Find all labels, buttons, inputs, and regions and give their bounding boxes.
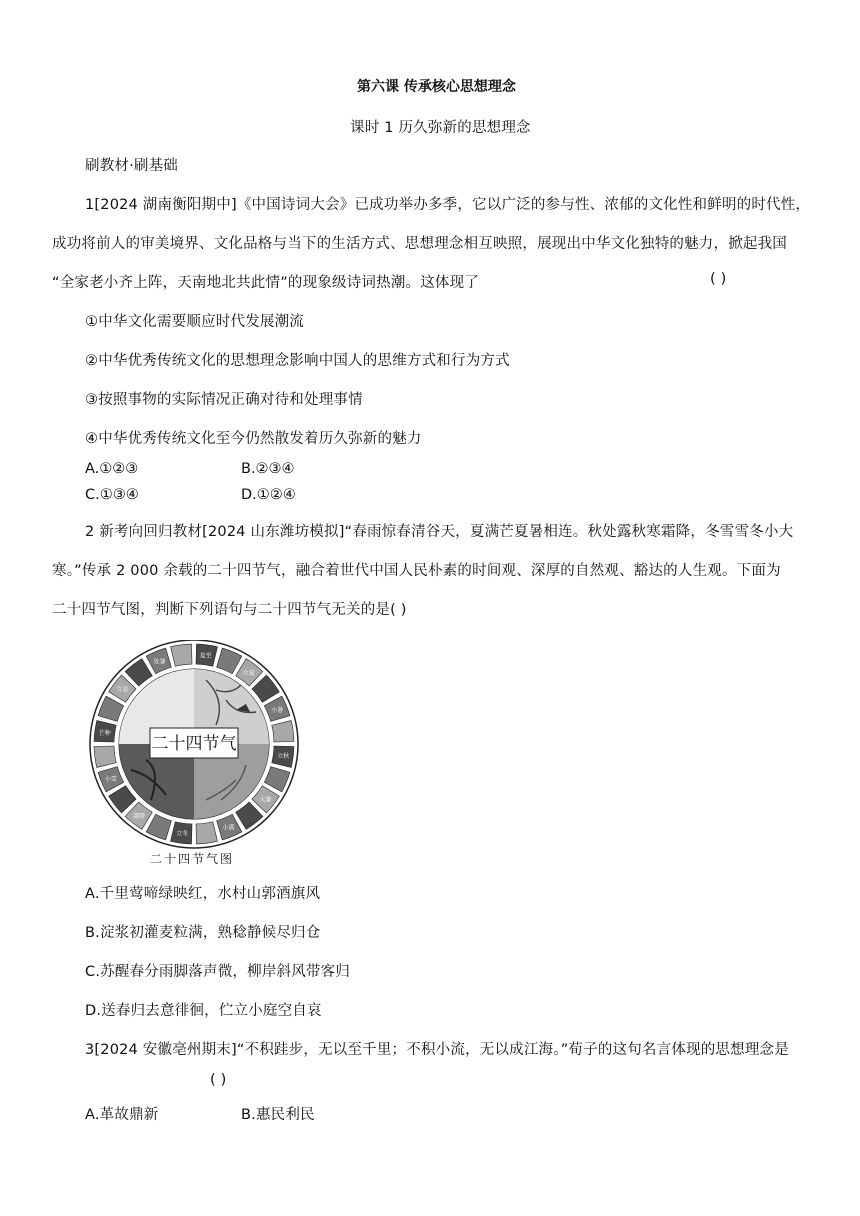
q1-option-c: C.①③④: [85, 487, 139, 503]
q1-option-a: A.①②③: [85, 461, 139, 477]
solar-term-label: 夏至: [199, 652, 212, 660]
solar-term-label: 霜降: [133, 812, 146, 820]
solar-term-label: 小雪: [104, 775, 117, 783]
q1-stem-line2: 成功将前人的审美境界、文化品格与当下的生活方式、思想理念相互映照，展现出中华文化独特的魅力，掀起我国: [52, 236, 787, 252]
page-title: 第六课 传承核心思想理念: [357, 79, 516, 95]
solar-term-label: 立秋: [277, 753, 290, 761]
q3-option-a: A.革故鼎新: [85, 1107, 159, 1123]
q1-statement-3: ③按照事物的实际情况正确对待和处理事情: [85, 392, 363, 408]
q2-option-c: C.苏醒春分雨脚落声微，柳岸斜风带客归: [85, 964, 351, 980]
wheel-center-label: 二十四节气: [151, 734, 237, 754]
solar-term-label: 大暑: [259, 796, 272, 804]
q3-answer-blank: ( ): [210, 1072, 227, 1088]
lesson-subtitle: 课时 1 历久弥新的思想理念: [350, 120, 531, 136]
q1-answer-blank: ( ): [710, 271, 727, 287]
q1-stem-line1: 1[2024 湖南衡阳期中]《中国诗词大会》已成功举办多季，它以广泛的参与性、浓郁的文化性和鲜明的时代性，: [85, 197, 811, 213]
q2-stem-line2: 寒。”传承 2 000 余载的二十四节气，融合着世代中国人民朴素的时间观、深厚的自然观、豁达的人生观。下面为: [52, 563, 781, 579]
solar-term-label: 小满: [222, 824, 235, 832]
q3-stem-line1: 3[2024 安徽亳州期末]“不积跬步，无以至千里；不积小流，无以成江海。”荀子的这句名言体现的思想理念是: [85, 1042, 789, 1058]
q1-statement-1: ①中华文化需要顺应时代发展潮流: [85, 314, 304, 330]
q1-statement-4: ④中华优秀传统文化至今仍然散发着历久弥新的魅力: [85, 431, 422, 447]
solar-term-label: 立冬: [176, 830, 189, 838]
solar-terms-figure: [86, 640, 302, 850]
q1-option-d: D.①②④: [241, 487, 296, 503]
solar-term-label: 立夏: [242, 670, 255, 678]
q1-statement-2: ②中华优秀传统文化的思想理念影响中国人的思维方式和行为方式: [85, 353, 510, 369]
q3-option-b: B.惠民利民: [241, 1107, 315, 1123]
solar-term-label: 小暑: [271, 707, 284, 715]
solar-terms-wheel: [86, 640, 302, 850]
q1-stem-line3: “全家老小齐上阵，天南地北共此情”的现象级诗词热潮。这体现了: [52, 275, 480, 291]
section-label: 刷教材·刷基础: [85, 158, 179, 174]
q2-option-a: A.千里莺啼绿映红，水村山郭酒旗风: [85, 886, 321, 902]
q2-stem-line1: 2 新考向回归教材[2024 山东潍坊模拟]“春雨惊春清谷天，夏满芒夏暑相连。秋处露秋寒霜降，冬雪雪冬小大: [85, 524, 794, 540]
q2-option-b: B.淀浆初灌麦粒满，熟稔静候尽归仓: [85, 925, 321, 941]
q2-option-d: D.送春归去意徘徊，伫立小庭空自哀: [85, 1003, 322, 1019]
figure-caption: 二十四节气图: [150, 852, 235, 866]
solar-term-label: 芒种: [98, 729, 111, 737]
q1-option-b: B.②③④: [241, 461, 295, 477]
q2-stem-line3: 二十四节气图，判断下列语句与二十四节气无关的是( ): [52, 602, 407, 618]
solar-term-label: 立春: [116, 686, 129, 694]
solar-term-label: 处暑: [153, 658, 166, 666]
